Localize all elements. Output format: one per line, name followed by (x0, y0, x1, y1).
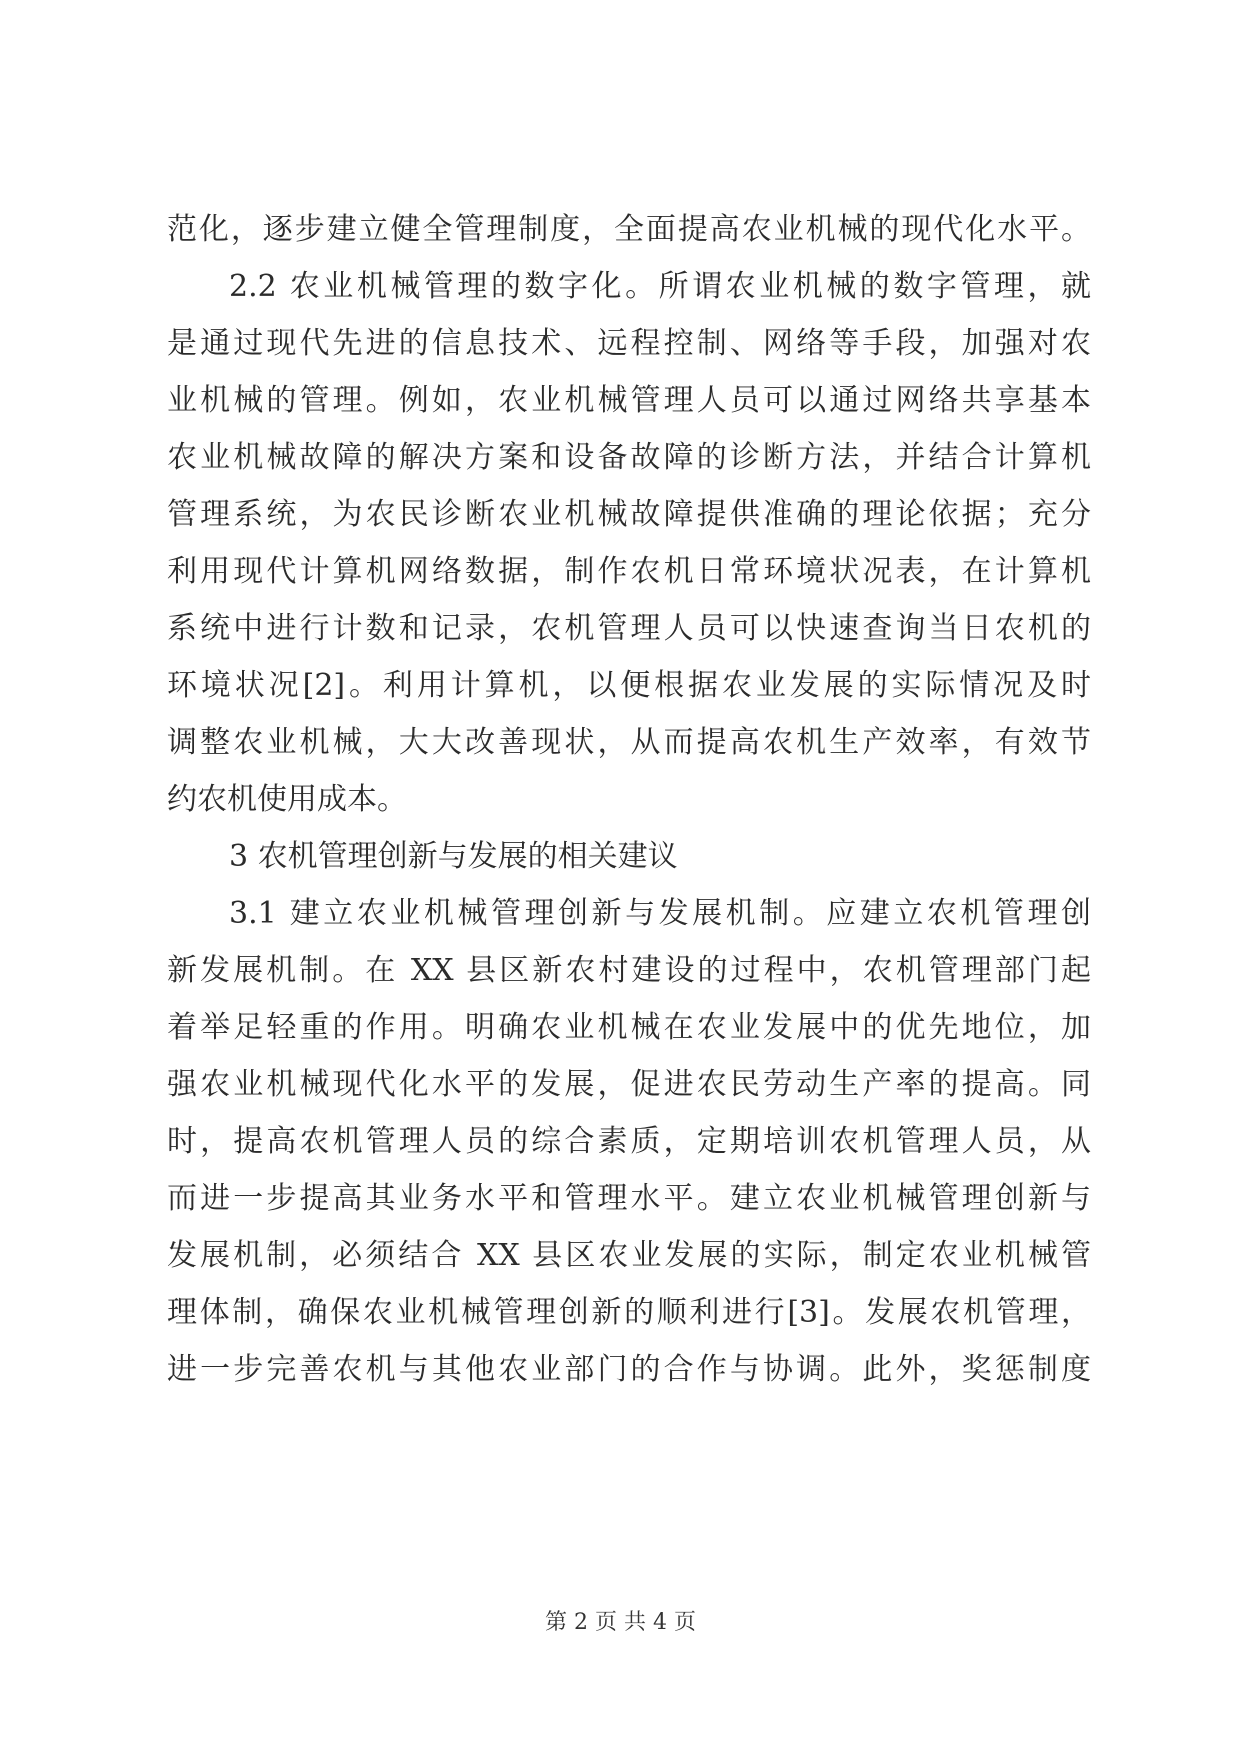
paragraph-line: 而进一步提高其业务水平和管理水平。建立农业机械管理创新与 (167, 1181, 1091, 1216)
paragraph-line: 理体制，确保农业机械管理创新的顺利进行[3]。发展农机管理， (167, 1295, 1091, 1330)
paragraph-line: 管理系统，为农民诊断农业机械故障提供准确的理论依据；充分 (167, 497, 1091, 532)
paragraph-line: 3.1 建立农业机械管理创新与发展机制。应建立农机管理创 (229, 896, 1091, 931)
paragraph-line: 强农业机械现代化水平的发展，促进农民劳动生产率的提高。同 (167, 1067, 1091, 1102)
paragraph-line: 着举足轻重的作用。明确农业机械在农业发展中的优先地位，加 (167, 1010, 1091, 1045)
paragraph-line: 发展机制，必须结合 XX 县区农业发展的实际，制定农业机械管 (167, 1238, 1091, 1273)
paragraph-line: 业机械的管理。例如，农业机械管理人员可以通过网络共享基本 (167, 383, 1091, 418)
paragraph-line: 时，提高农机管理人员的综合素质，定期培训农机管理人员，从 (167, 1124, 1091, 1159)
paragraph-line: 是通过现代先进的信息技术、远程控制、网络等手段，加强对农 (167, 326, 1091, 361)
paragraph-line: 2.2 农业机械管理的数字化。所谓农业机械的数字管理，就 (229, 269, 1091, 304)
section-heading: 3 农机管理创新与发展的相关建议 (229, 839, 678, 874)
paragraph-line: 进一步完善农机与其他农业部门的合作与协调。此外，奖惩制度 (167, 1352, 1091, 1387)
paragraph-line: 新发展机制。在 XX 县区新农村建设的过程中，农机管理部门起 (167, 953, 1091, 988)
paragraph-line: 系统中进行计数和记录，农机管理人员可以快速查询当日农机的 (167, 611, 1091, 646)
paragraph-line: 利用现代计算机网络数据，制作农机日常环境状况表，在计算机 (167, 554, 1091, 589)
paragraph-line: 范化，逐步建立健全管理制度，全面提高农业机械的现代化水平。 (167, 212, 1091, 247)
page-number-footer: 第 2 页 共 4 页 (545, 1610, 696, 1635)
paragraph-line: 环境状况[2]。利用计算机，以便根据农业发展的实际情况及时 (167, 668, 1091, 703)
paragraph-line: 调整农业机械，大大改善现状，从而提高农机生产效率，有效节 (167, 725, 1091, 760)
paragraph-line: 农业机械故障的解决方案和设备故障的诊断方法，并结合计算机 (167, 440, 1091, 475)
paragraph-line: 约农机使用成本。 (167, 782, 407, 817)
